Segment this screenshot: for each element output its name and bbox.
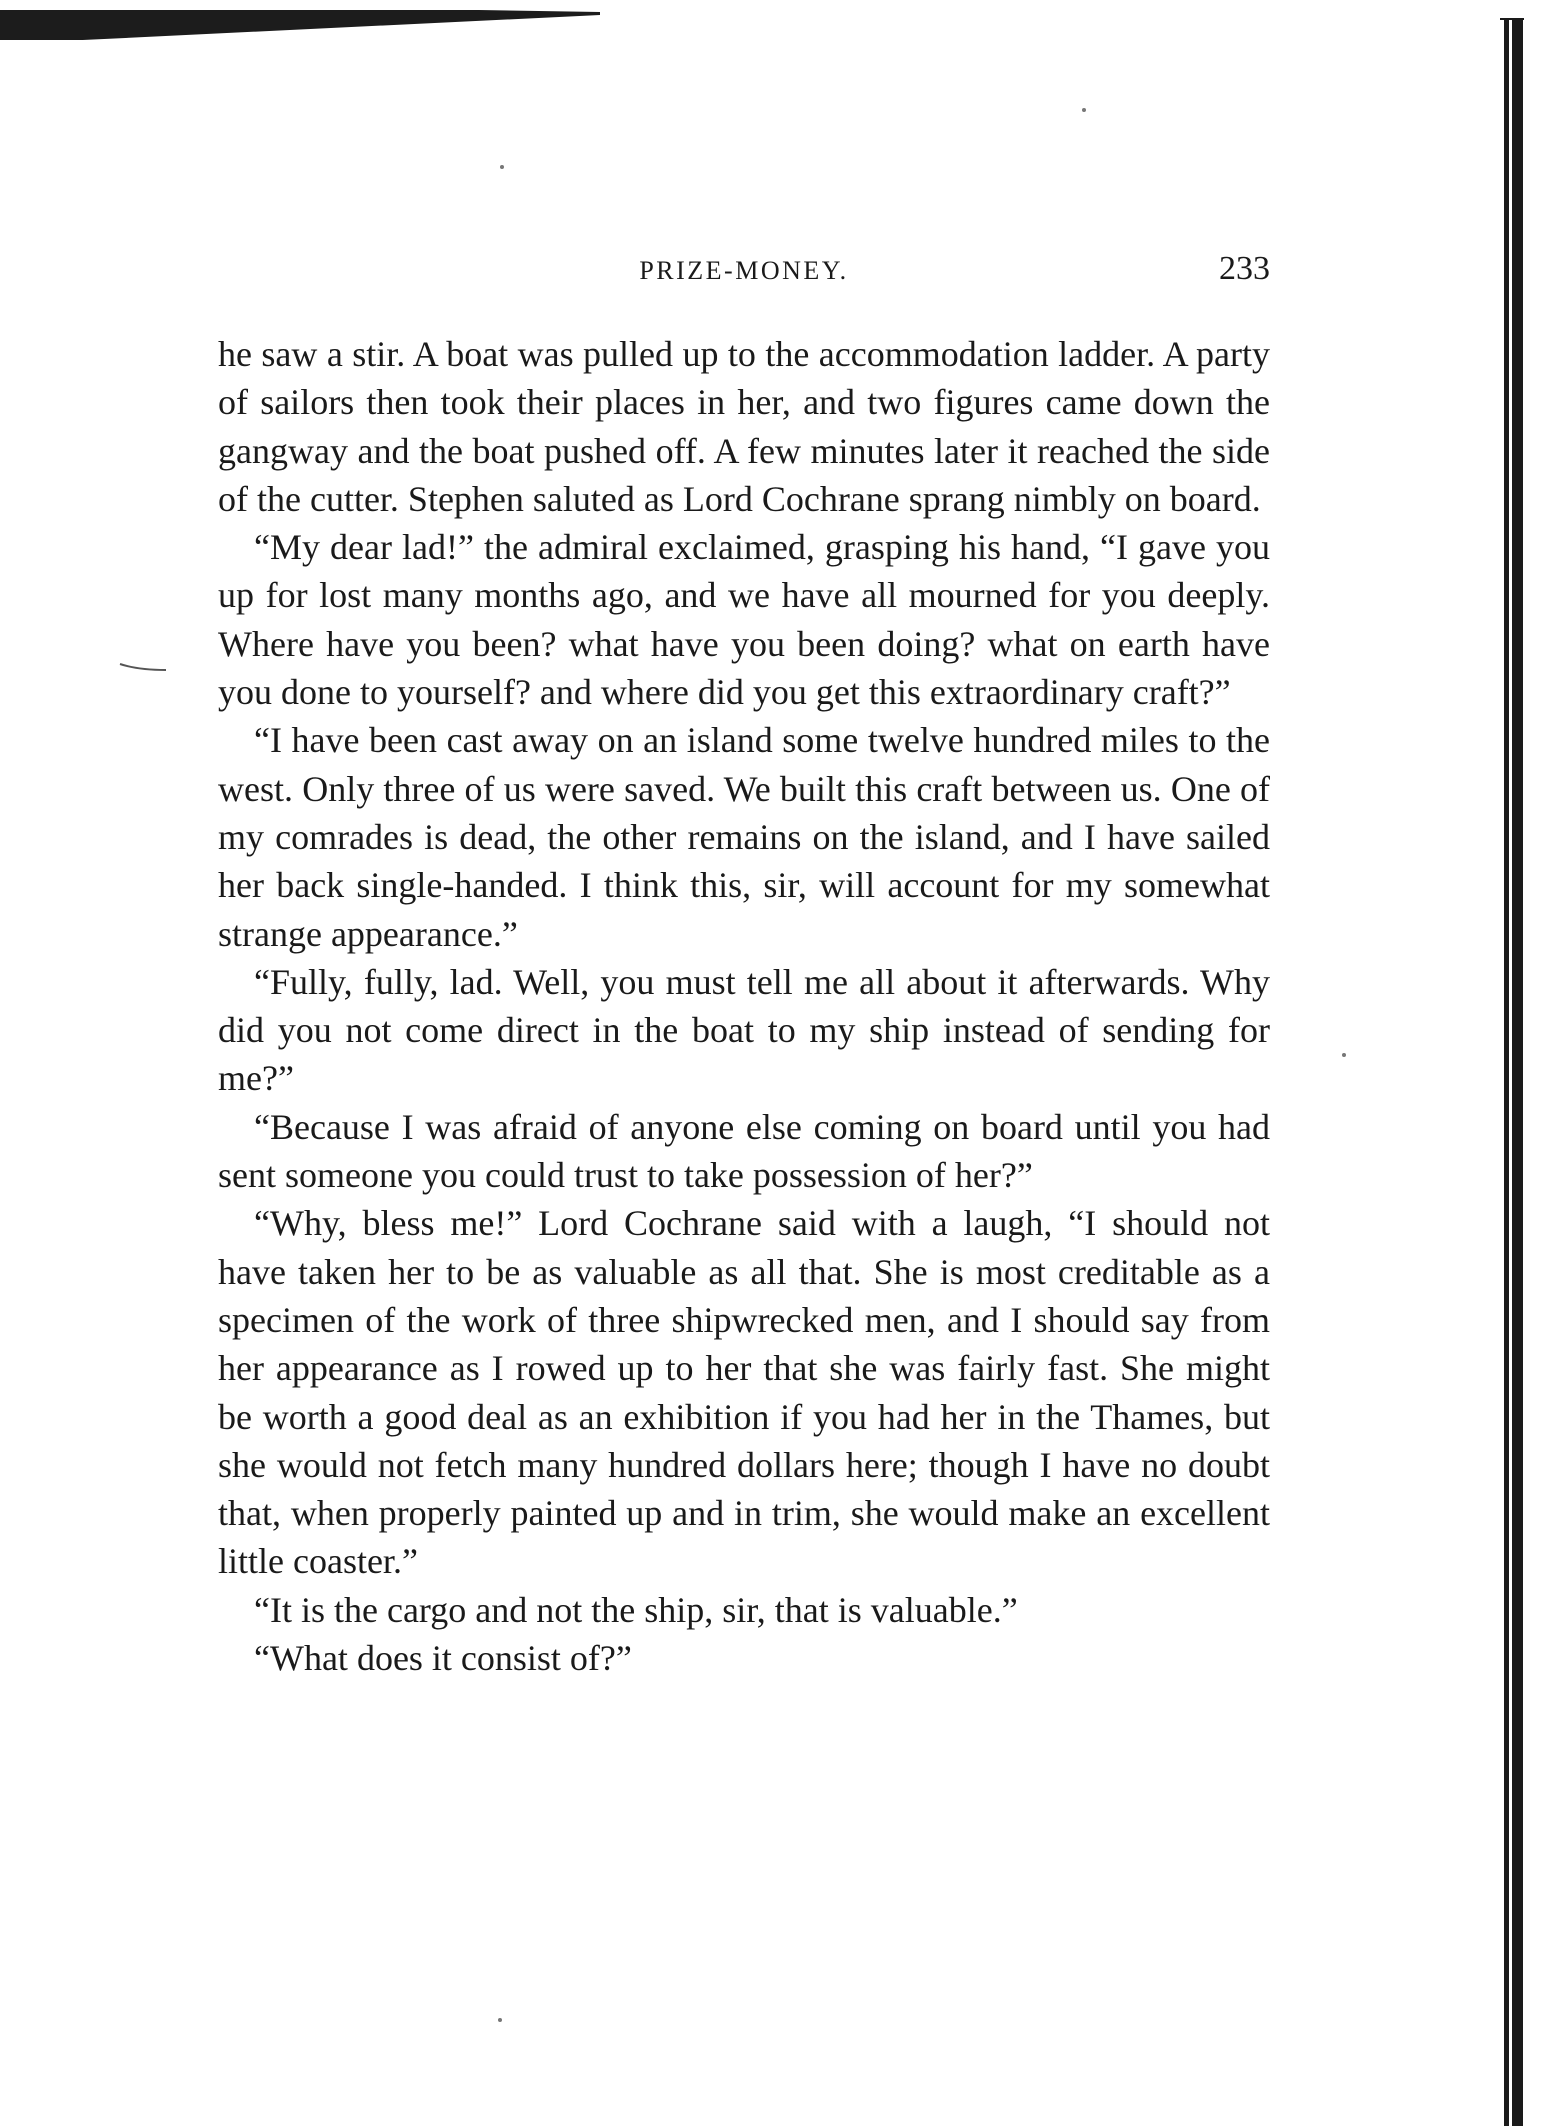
scan-edge-right	[1500, 18, 1546, 2126]
paragraph: “Fully, fully, lad. Well, you must tell me all about it afterwards. Why did you not come direct in the boat to my ship instead of sending for me?”	[218, 961, 1270, 1099]
paragraph: “It is the cargo and not the ship, sir, that is valuable.”	[254, 1589, 1018, 1630]
paragraph: “My dear lad!” the admiral exclaimed, grasping his hand, “I gave you up for lost many months ago, and we have all mourned for you deeply. Where have you been? what have you been doing? what on earth have you done to yourself? and where did you get this extraordinary craft?”	[218, 527, 1270, 713]
margin-mark	[118, 660, 168, 676]
body-text	[218, 330, 1270, 1682]
page-number: 233	[1219, 250, 1270, 287]
paragraph: “Why, bless me!” Lord Cochrane said with a laugh, “I should not have taken her to be as valuable as all that. She is most creditable as a specimen of the work of three shipwrecked men, and I should say from her appearance as I rowed up to her that she was fairly fast. She might be worth a good deal as an exhibition if you had her in the Thames, but she would not fetch many hundred dollars here; though I have no doubt that, when properly painted up and in trim, she would make an excellent little coaster.”	[218, 1203, 1270, 1582]
book-page	[218, 0, 1270, 2126]
running-head	[218, 250, 1270, 294]
paragraph: “What does it consist of?”	[254, 1638, 632, 1679]
paragraph: he saw a stir. A boat was pulled up to the accommodation ladder. A party of sailors then took their places in her, and two figures came down the gangway and the boat pushed off. A few minutes later it reached the side of the cutter. Stephen saluted as Lord Cochrane sprang nimbly on board.	[218, 334, 1270, 519]
paragraph: “I have been cast away on an island some twelve hundred miles to the west. Only three of us were saved. We built this craft between us. One of my comrades is dead, the other remains on the island, and I have sailed her back single-handed. I think this, sir, will account for my somewhat strange appearance.”	[218, 720, 1270, 954]
running-title: PRIZE-MONEY.	[639, 256, 849, 285]
dust-speck	[1342, 1053, 1346, 1057]
paragraph: “Because I was afraid of anyone else coming on board until you had sent someone you could trust to take possession of her?”	[218, 1106, 1270, 1196]
